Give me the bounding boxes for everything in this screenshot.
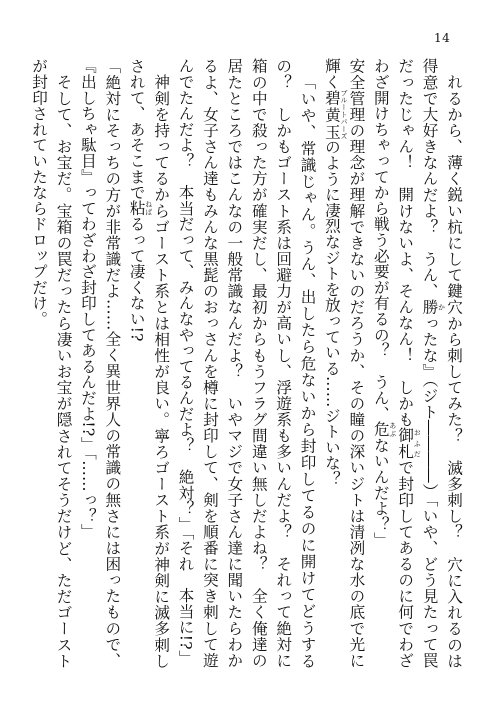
ruby-annotation: 御札 おふだ — [396, 427, 422, 460]
text-run: れるから、薄く鋭い杭にして鍵穴から刺してみた？ 滅多刺し？ 穴に入れるのは得意で大好きなんだよ？ うん、 — [420, 58, 463, 668]
text-run: 安全管理の理念が理解できないのだろうか、その瞳の深いジトは清冽な水の底で光に輝く — [322, 58, 366, 668]
text-run: 「絶対にそっちの方が非常識だよ……全く異世界人の常識の無さには困ったもので、『出しちゃ駄目』ってわざわざ封印してあるんだよ!?」「……っ？」 — [78, 58, 122, 668]
text-run: そして、お宝だ。宝箱の罠だったら凄いお宝が隠されてそうだけど、ただゴーストが封印されていたならドロップだけ。 — [30, 58, 73, 668]
text-run: ないんだよ？」 — [371, 437, 390, 548]
ruby-annotation: 粘 ねば — [127, 200, 153, 217]
ruby-annotation: 碧黄玉 ブルートパーズ — [322, 89, 348, 140]
paragraph — [27, 58, 76, 668]
paragraph — [368, 58, 466, 668]
page-number: 14 — [434, 31, 451, 45]
text-run: るって凄くない!? — [127, 216, 146, 342]
ruby-annotation: 危 あぶ — [371, 421, 397, 438]
ruby-annotation: 勝 か — [420, 299, 446, 316]
text-run: ったな』（ジト――――）「いや、どう見たって罠だったじゃん！ 開けないよ、そんなん！ しかも — [396, 58, 439, 668]
body-text — [27, 58, 466, 668]
paragraph — [173, 58, 319, 668]
paragraph — [76, 58, 125, 668]
text-run: 「いや、常識じゃん。うん、出したら危ないから封印してるのに開けてどうするの？ しかもゴースト系は回避力が高いし、浮遊系も多いんだよ？ それって絶対に箱の中で殺った方が確実だし、最初からもうフラグ間違い無しだよね？ 全く俺達の居たところではこんなの一般常識なんだよ？ いやマジで女子さん達に聞いたらわかるよ、女子さん達もみんな黒髭のおっさんを樽に封印して、剣を順番に突き刺して遊んでたんだよ？ 本当だって、みんなやってるんだよ？ 絶対？」「それ 本当に!?」 — [176, 58, 317, 668]
text-run: のように凄烈なジトを放っている……ジトいな？ — [322, 139, 341, 487]
text-run: 神剣を持ってるからゴースト系とは相性が良い。寧ろゴースト系が神剣に滅多刺しされて、あそこまで — [127, 58, 171, 668]
paragraph — [320, 58, 369, 668]
paragraph — [124, 58, 173, 668]
text-run: で封印してあるのに何でわざわざ開けちゃってから戦う必要が有るの？ うん、 — [371, 58, 415, 668]
